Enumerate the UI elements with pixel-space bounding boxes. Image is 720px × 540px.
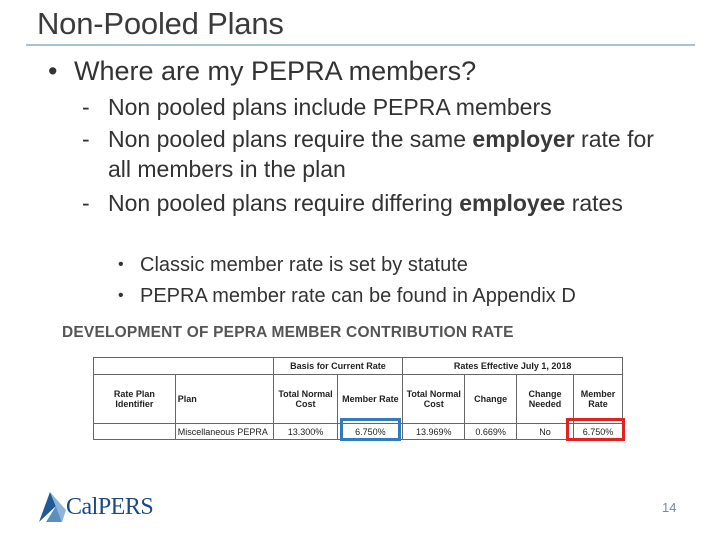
bullet-icon: • [118,287,124,304]
table-heading: DEVELOPMENT OF PEPRA MEMBER CONTRIBUTION RATE [62,324,514,341]
table-header: Change [465,375,517,424]
subpoint-3-bold: employee [459,190,566,216]
table-cell: 6.750% [338,424,403,440]
table-cell [94,424,176,440]
table-cell: 13.300% [273,424,338,440]
subpoint-3-text: Non pooled plans require differing [108,190,460,216]
new-member-rate-highlight [566,418,625,441]
dash-icon: - [82,94,90,120]
table-header: Total Normal Cost [273,375,338,424]
dash-icon: - [82,126,90,152]
title-divider [26,44,695,46]
subpoint-2-bold: employer [472,126,575,152]
table-header: Plan [175,375,273,424]
subsubpoint-1-text: Classic member rate is set by statute [140,254,468,276]
table-group-blank [94,358,274,375]
table-header: Member Rate [573,375,622,424]
calpers-logo-text: CalPERS [66,494,154,520]
table-header: Rate Plan Identifier [94,375,176,424]
table-cell: No [517,424,574,440]
subpoint-3-text-end: rates [565,190,623,216]
table-header: Member Rate [338,375,403,424]
subpoint-2-text: Non pooled plans require the same [108,126,473,152]
slide-title: Non-Pooled Plans [37,6,284,41]
page-number: 14 [662,500,677,515]
table-group-effective: Rates Effective July 1, 2018 [403,358,623,375]
table-cell: 6.750% [573,424,622,440]
subpoint-1-text: Non pooled plans include PEPRA members [108,94,552,120]
table-group-current: Basis for Current Rate [273,358,403,375]
table-cell: 0.669% [465,424,517,440]
bullet-icon: • [118,256,124,273]
main-bullet-text: Where are my PEPRA members? [74,56,477,86]
bullet-icon: • [48,56,58,86]
dash-icon: - [82,190,90,216]
table-header: Change Needed [517,375,574,424]
current-member-rate-highlight [340,418,401,441]
table-cell: 13.969% [403,424,465,440]
subsubpoint-2-text: PEPRA member rate can be found in Appendix D [140,285,576,307]
table-header: Total Normal Cost [403,375,465,424]
subpoint-2-text-end: rate for all members in the plan [108,126,654,182]
table-cell: Miscellaneous PEPRA [175,424,273,440]
